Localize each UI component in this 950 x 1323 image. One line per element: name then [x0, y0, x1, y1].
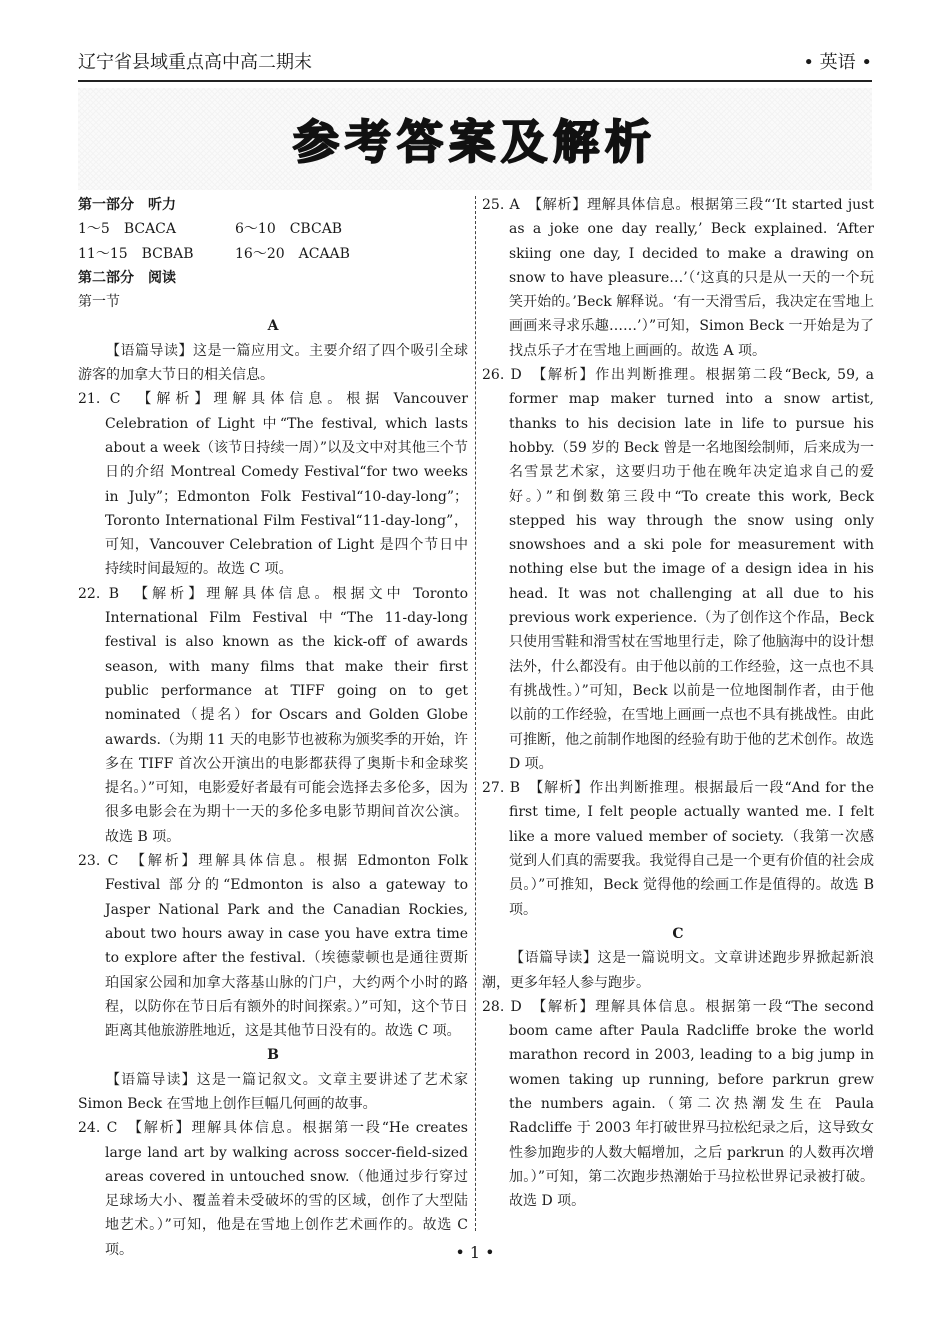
column-divider	[475, 196, 476, 1231]
question-26: 26. D 【解析】作出判断推理。根据第二段“Beck, 59, a former map maker turned into a snow artist, thanks to his decision late in life to pursue his hobby.（59 岁的 Beck 曾是一名地图绘制师，后来成为一名雪景艺术家，这要归功于他在晚年决定追求自己的爱好。）”和倒数第三段中“To create this work, Beck stepped his way through the snow using only snowshoes and a ski pole for measurement with nothing else but the image of a design idea in his head. It was not challenging at all due to his previous work experience.（为了创作这个作品，Beck 只使用雪鞋和滑雪杖在雪地里行走，除了他脑海中的设计想法外，什么都没有。由于他以前的工作经验，这一点也不具有挑战性。）”可知，Beck 以前是一位地图制作者，由于他以前的工作经验，在雪地上画画一点也不具有挑战性。由此可推断，他之前制作地图的经验有助于他的艺术创作。故选 D 项。	[482, 367, 874, 772]
answer-1-5: 1～5 BCACA	[78, 221, 177, 238]
header-title: 辽宁省县域重点高中高二期末	[78, 52, 312, 73]
question-28: 28. D 【解析】理解具体信息。根据第一段“The second boom came after Paula Radcliffe broke the world marathon record in 2003, leading to a big jump in women taking up running, before parkrun grew the numbers again.（第二次热潮发生在 Paula Radcliffe 于 2003 年打破世界马拉松纪录之后，这导致女性参加跑步的人数大幅增加，之后 parkrun 的人数再次增加。）”可知，第二次跑步热潮始于马拉松世界记录被打破。故选 D 项。	[482, 998, 874, 1210]
question-25: 25. A 【解析】理解具体信息。根据第三段“‘It started just as a joke one day really,’ Beck explained. ‘After skiing one day, I decided to make a drawing on snow to have pleasure…’（‘这真的只是从一天的一个玩笑开始的。’Beck 解释说。‘有一天滑雪后，我决定在雪地上画画来寻求乐趣……’）”可知，Simon Beck 一开始是为了找点乐子才在雪地上画画的。故选 A 项。	[482, 197, 874, 359]
page-title: 参考答案及解析	[293, 115, 657, 169]
passage-a-intro: 【语篇导读】这是一篇应用文。主要介绍了四个吸引全球游客的加拿大节日的相关信息。	[78, 342, 468, 384]
part2-heading: 第二部分 阅读	[78, 269, 176, 286]
answer-11-15: 11～15 BCBAB	[78, 245, 194, 262]
part1-heading: 第一部分 听力	[78, 197, 176, 213]
question-23: 23. C 【解析】理解具体信息。根据 Edmonton Folk Festival 部分的“Edmonton is also a gateway to Jasper National Park and the Canadian Rockies, about two hours away in case you have extra time to explore after the festival.（埃德蒙顿也是通往贾斯珀国家公园和加拿大落基山脉的门户，大约两个小时的路程，以防你在节日后有额外的时间探索。）”可知，这个节日距离其他旅游胜地近，这是其他节日没有的。故选 C 项。	[78, 853, 468, 1040]
section1-heading: 第一节	[78, 294, 120, 311]
question-21: 21. C 【解析】理解具体信息。根据 Vancouver Celebration of Light 中“The festival, which lasts about a week（该节日持续一周）”以及文中对其他三个节日的介绍 Montreal Comedy Festival“for two weeks in July”；Edmonton Folk Festival“10-day-long”；Toronto International Film Festival“11-day-long”，可知，Vancouver Celebration of Light 是四个节日中持续时间最短的。故选 C 项。	[78, 391, 468, 578]
answer-16-20: 16～20 ACAAB	[235, 245, 350, 262]
right-column	[482, 193, 874, 1213]
passage-b-intro: 【语篇导读】这是一篇记叙文。文章主要讲述了艺术家 Simon Beck 在雪地上创作巨幅几何画的故事。	[78, 1071, 468, 1112]
passage-c-heading: C	[672, 925, 684, 942]
question-22: 22. B 【解析】理解具体信息。根据文中 Toronto International Film Festival 中“The 11-day-long festival is also known as the kick-off of awards season, with many films that make their first public performance at TIFF going on to get nominated（提名）for Oscars and Golden Globe awards.（为期 11 天的电影节也被称为颁奖季的开始，许多在 TIFF 首次公开演出的电影都获得了奥斯卡和金球奖提名。）”可知，电影爱好者最有可能会选择去多伦多，因为很多电影会在为期十一天的多伦多电影节期间首次公演。故选 B 项。	[78, 585, 468, 845]
header-subject: • 英语 •	[803, 52, 872, 73]
answer-6-10: 6～10 CBCAB	[235, 221, 343, 238]
listening-answers	[78, 217, 468, 266]
question-24: 24. C 【解析】理解具体信息。根据第一段“He creates large land art by walking across soccer-field-sized areas covered in untouched snow.（他通过步行穿过足球场大小、覆盖着未受破坏的雪的区域，创作了大型陆地艺术。）”可知，他是在雪地上创作艺术画作的。故选 C 项。	[78, 1120, 468, 1258]
title-banner	[78, 88, 872, 190]
left-column	[78, 193, 468, 1262]
question-27: 27. B 【解析】作出判断推理。根据最后一段“And for the first time, I felt people actually wanted me. I felt like a more valued member of society.（我第一次感觉到人们真的需要我。我觉得自己是一个更有价值的社会成员。）”可推知，Beck 觉得他的绘画工作是值得的。故选 B 项。	[482, 780, 874, 918]
passage-a-heading: A	[267, 318, 279, 335]
passage-b-heading: B	[267, 1047, 279, 1064]
page-number: • 1 •	[455, 1243, 495, 1262]
page-header	[78, 50, 872, 82]
passage-c-intro: 【语篇导读】这是一篇说明文。文章讲述跑步界掀起新浪潮，更多年轻人参与跑步。	[482, 950, 874, 991]
